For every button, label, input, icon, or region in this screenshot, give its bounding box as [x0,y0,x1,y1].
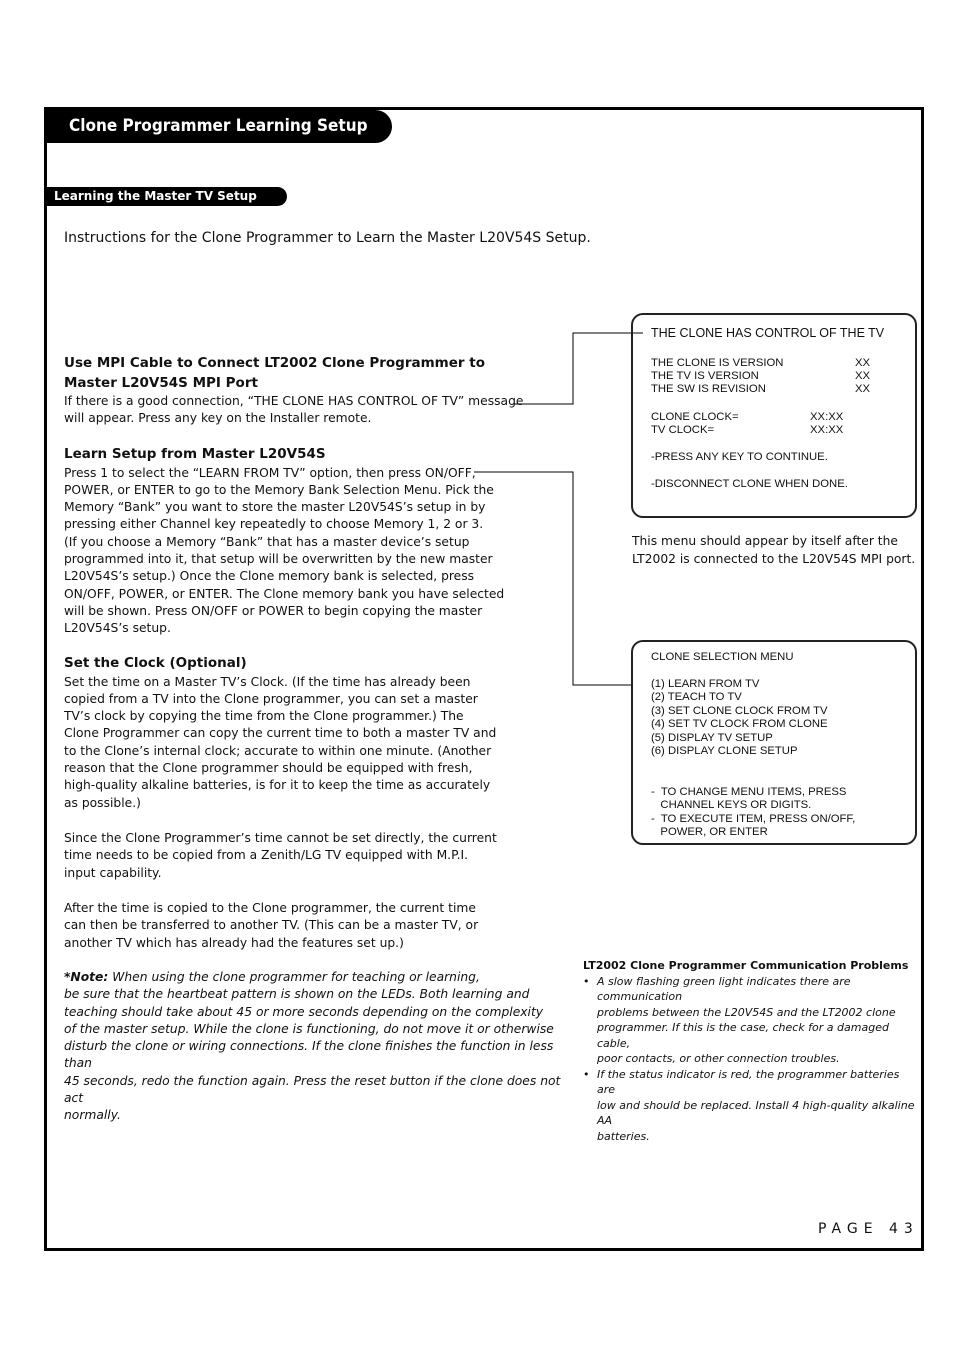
note-line: When using the clone programmer for teaching or learning, [108,970,480,984]
screen-title: THE CLONE HAS CONTROL OF THE TV [651,326,885,340]
list-item [583,1067,918,1145]
intro-text: Instructions for the Clone Programmer to Learn the Master L20V54S Setup. [64,230,591,246]
item-line: If the status indicator is red, the programmer batteries are [597,1067,900,1096]
body-line: ON/OFF, POWER, or ENTER. The Clone memory bank you have selected [64,586,505,601]
body-line: If there is a good connection, “THE CLONE HAS CONTROL OF TV” message [64,394,524,408]
body-line: another TV which has already had the features set up.) [64,935,404,950]
screen-message: -PRESS ANY KEY TO CONTINUE. [651,451,828,463]
body-line: can then be transferred to another TV. (This can be a master TV, or [64,918,479,933]
body-line: POWER, or ENTER to go to the Memory Bank Selection Menu. Pick the [64,482,494,497]
body-line: copied from a TV into the Clone programmer, you can set a master [64,691,478,706]
bullet: • [583,1067,590,1081]
body-line: Since the Clone Programmer’s time cannot be set directly, the current [64,831,497,845]
screen-clone-selection-menu [631,640,917,845]
note-line: 45 seconds, redo the function again. Press the reset button if the clone does not act [64,1073,561,1106]
menu-hint: - TO EXECUTE ITEM, PRESS ON/OFF, [651,813,856,825]
screen-row-label: THE SW IS REVISION [651,383,766,395]
body-line: high-quality alkaline batteries, is for it to keep the time as accurately [64,778,491,793]
item-line: low and should be replaced. Install 4 high-quality alkaline AA [597,1098,915,1127]
body-line: Press 1 to select the “LEARN FROM TV” option, then press ON/OFF, [64,465,476,480]
section-subtitle: Learning the Master TV Setup [47,187,287,206]
body-line: will be shown. Press ON/OFF or POWER to begin copying the master [64,603,483,618]
body-line: Memory “Bank” you want to store the master L20V54S’s setup in by [64,500,486,515]
menu-item: (1) LEARN FROM TV [651,678,760,690]
section-body [64,674,564,812]
caption-line: LT2002 is connected to the L20V54S MPI port. [632,552,916,566]
item-line: programmer. If this is the case, check for a damaged cable, [597,1021,889,1050]
screen-clone-control [631,313,917,518]
item-line: batteries. [597,1129,650,1143]
page-title: Clone Programmer Learning Setup [44,110,392,143]
item-line: problems between the L20V54S and the LT2002 clone [597,1005,896,1019]
screen-row-value: XX [855,370,871,382]
body-line: After the time is copied to the Clone programmer, the current time [64,901,476,915]
problems-title: LT2002 Clone Programmer Communication Problems [583,959,909,972]
caption-line: This menu should appear by itself after the [632,534,898,548]
screen-row-label: THE CLONE IS VERSION [651,357,784,369]
item-line: A slow flashing green light indicates there are communication [597,974,851,1003]
body-line: will appear. Press any key on the Installer remote. [64,411,372,426]
body-line: L20V54S’s setup. [64,621,171,636]
note-line: normally. [64,1108,121,1123]
body-line: Set the time on a Master TV’s Clock. (If the time has already been [64,674,471,689]
section-mpi-cable [64,354,564,428]
note-label: *Note: [64,970,109,984]
screen-message: -DISCONNECT CLONE WHEN DONE. [651,478,848,490]
section-body [64,393,564,428]
item-line: poor contacts, or other connection troubles. [597,1052,840,1065]
heading-line: Use MPI Cable to Connect LT2002 Clone Programmer to [64,355,485,371]
note-line: disturb the clone or wiring connections. If the clone finishes the function in less than [64,1039,554,1071]
body-line: (If you choose a Memory “Bank” that has a master device’s setup [64,534,470,549]
screen-row-value: XX:XX [810,424,844,436]
note-line: be sure that the heartbeat pattern is shown on the LEDs. Both learning and [64,987,530,1002]
section-set-clock [64,654,564,812]
body-line: input capability. [64,865,162,880]
menu-item: (3) SET CLONE CLOCK FROM TV [651,705,828,717]
menu-hint: POWER, OR ENTER [651,826,768,838]
bullet: • [583,974,590,988]
section-heading: Set the Clock (Optional) [64,655,247,671]
menu-item: (2) TEACH TO TV [651,691,742,703]
paragraph-clock-copy [64,830,564,882]
note-block [64,969,564,1125]
body-line: pressing either Channel key repeatedly to choose Memory 1, 2 or 3. [64,517,484,532]
screen-caption [632,532,917,568]
screen-row-value: XX [855,383,871,395]
body-line: as possible.) [64,795,141,810]
page-number: PAGE 43 [818,1221,919,1237]
heading-line: Master L20V54S MPI Port [64,374,258,391]
section-heading [64,354,564,393]
communication-problems [583,958,918,1144]
body-line: programmed into it, that setup will be overwritten by the new master [64,551,493,566]
menu-item: (6) DISPLAY CLONE SETUP [651,745,798,757]
body-line: time needs to be copied from a Zenith/LG TV equipped with M.P.I. [64,848,469,863]
menu-item: (4) SET TV CLOCK FROM CLONE [651,718,828,730]
note-line: of the master setup. While the clone is functioning, do not move it or otherwise [64,1021,554,1036]
body-line: TV’s clock by copying the time from the Clone programmer.) The [64,709,464,724]
note-line: teaching should take about 45 or more seconds depending on the complexity [64,1004,544,1019]
menu-item: (5) DISPLAY TV SETUP [651,732,773,744]
menu-hint: CHANNEL KEYS OR DIGITS. [651,799,812,811]
body-line: reason that the Clone programmer should be equipped with fresh, [64,760,473,775]
screen-row-value: XX:XX [810,411,844,423]
menu-title: CLONE SELECTION MENU [651,651,794,663]
screen-row-label: THE TV IS VERSION [651,370,759,382]
section-heading: Learn Setup from Master L20V54S [64,446,326,462]
paragraph-clock-transfer [64,900,564,952]
list-item [583,974,918,1067]
menu-hint: - TO CHANGE MENU ITEMS, PRESS [651,786,847,798]
body-line: Clone Programmer can copy the current time to both a master TV and [64,726,497,741]
body-line: L20V54S’s setup.) Once the Clone memory bank is selected, press [64,569,475,584]
body-line: to the Clone’s internal clock; accurate to within one minute. (Another [64,743,492,758]
section-learn-setup [64,445,564,637]
screen-row-label: CLONE CLOCK= [651,411,739,423]
problems-list [583,974,918,1145]
screen-row-value: XX [855,357,871,369]
screen-row-label: TV CLOCK= [651,424,715,436]
section-body [64,465,564,638]
